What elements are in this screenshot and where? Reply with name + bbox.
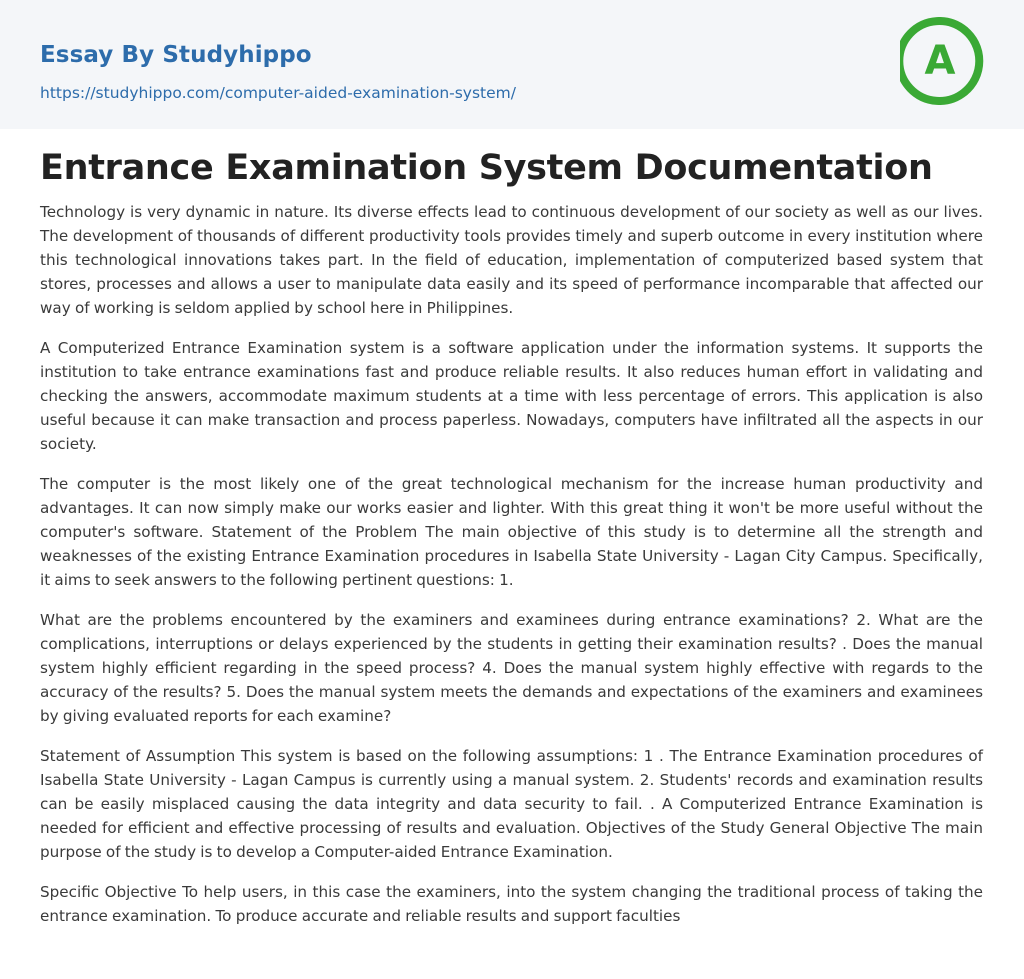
- studyhippo-logo-icon[interactable]: [900, 17, 988, 105]
- page-title: Entrance Examination System Documentation: [40, 148, 933, 188]
- article-body: [40, 144, 983, 944]
- paragraph-6: Specific Objective To help users, in this case the examiners, into the system changing the traditional process of taking the entrance examination. To produce accurate and reliable results and support faculties: [40, 883, 983, 925]
- logo-ring-right: [965, 30, 979, 92]
- site-header: [0, 0, 1024, 129]
- paragraph-2: A Computerized Entrance Examination system is a software application under the information systems. It supports the institution to take entrance examinations fast and produce reliable results. It also reduces human effort in validating and checking the answers, accommodate maximum students at a time with less percentage of errors. This application is also useful because it can make transaction and process paperless. Nowadays, computers have infiltrated all the aspects in our society.: [40, 339, 983, 453]
- paragraph-1: Technology is very dynamic in nature. Its diverse effects lead to continuous development of our society as well as our lives. The development of thousands of different productivity tools provides timely and superb outcome in every institution where this technological innovations takes part. In the field of education, implementation of computerized based system that stores, processes and allows a user to manipulate data easily and its speed of performance incomparable that affected our way of working is seldom applied by school here in Philippines.: [40, 203, 983, 317]
- source-url-link[interactable]: https://studyhippo.com/computer-aided-examination-system/: [40, 84, 516, 102]
- logo-letter: A: [924, 38, 956, 84]
- paragraph-4: What are the problems encountered by the examiners and examinees during entrance examinations? 2. What are the complications, interruptions or delays experienced by the students in getting their examination results? . Does the manual system highly efficient regarding in the speed process? 4. Does the manual system highly effective with regards to the accuracy of the results? 5. Does the manual system meets the demands and expectations of the examiners and examinees by giving evaluated reports for each examine?: [40, 611, 983, 725]
- paragraph-3: The computer is the most likely one of the great technological mechanism for the increase human productivity and advantages. It can now simply make our works easier and lighter. With this great thing it won't be more useful without the computer's software. Statement of the Problem The main objective of this study is to determine all the strength and weaknesses of the existing Entrance Examination procedures in Isabella State University - Lagan City Campus. Specifically, it aims to seek answers to the following pertinent questions: 1.: [40, 475, 983, 589]
- paragraph-5: Statement of Assumption This system is based on the following assumptions: 1 . The Entrance Examination procedures of Isabella State University - Lagan Campus is currently using a manual system. 2. Students' records and examination results can be easily misplaced causing the data integrity and data security to fail. . A Computerized Entrance Examination is needed for efficient and effective processing of results and evaluation. Objectives of the Study General Objective The main purpose of the study is to develop a Computer-aided Entrance Examination.: [40, 747, 983, 861]
- brand-title[interactable]: Essay By Studyhippo: [40, 42, 312, 68]
